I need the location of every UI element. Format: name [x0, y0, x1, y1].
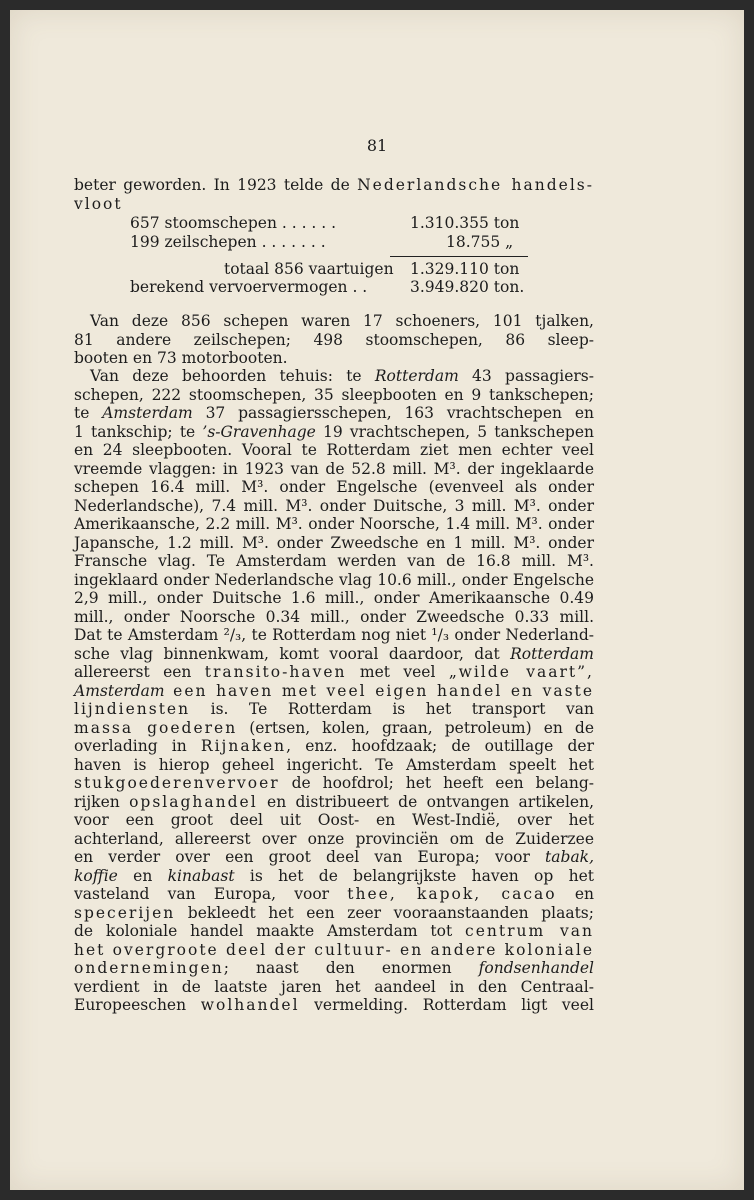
text-line: ingeklaard onder Nederlandsche vlag 10.6 mill., onder Engelsche: [74, 570, 594, 589]
text-line: vreemde vlaggen: in 1923 van de 52.8 mill. M³. der ingeklaarde: [74, 459, 594, 478]
italic-text: tabak,: [545, 848, 594, 866]
text-line: Van deze behoorden tehuis: te Rotterdam 43 passagiers-: [90, 367, 594, 385]
text-line: vasteland van Europa, voor thee, kapok, cacao en: [74, 885, 594, 903]
text-line: Fransche vlag. Te Amsterdam werden van de 16.8 mill. M³.: [74, 552, 594, 570]
text-line: achterland, allereerst over onze provinciën om de Zuiderzee: [74, 829, 594, 848]
spaced-text: „wilde vaart”,: [448, 663, 594, 681]
text-line: [74, 682, 594, 701]
spaced-text: specerijen: [74, 903, 176, 922]
intro-text: [74, 176, 594, 213]
text-line: verdient in de laatste jaren het aandeel in den Centraal-: [74, 977, 594, 996]
text-line: Europeeschen wolhandel vermelding. Rotterdam ligt veel: [74, 996, 594, 1014]
text-line: schepen 16.4 mill. M³. onder Engelsche (evenveel als onder: [74, 478, 594, 496]
leader-dots: . . . . . .: [281, 214, 337, 232]
text-line: te Amsterdam 37 passagiersschepen, 163 vrachtschepen en: [74, 404, 594, 422]
text-line: schepen, 222 stoomschepen, 35 sleepbooten en 9 tankschepen;: [74, 385, 594, 404]
spaced-text: wolhandel: [200, 996, 300, 1014]
text-line: overlading in Rijnaken, enz. hoofdzaak; de outillage der: [74, 737, 594, 755]
row-label: 199 zeilschepen: [130, 233, 257, 251]
paragraph-2: [74, 367, 594, 1015]
italic-text: Rotterdam: [510, 644, 594, 663]
spaced-text: stukgoederenvervoer: [74, 774, 280, 792]
text-line: koffie en kinabast is het de belangrijkste haven op het: [74, 866, 594, 885]
text-line: Van deze 856 schepen waren 17 schoeners, 101 tjalken,: [90, 312, 594, 330]
text-line: mill., onder Noorsche 0.34 mill., onder Zweedsche 0.33 mill.: [74, 607, 594, 626]
italic-text: kinabast: [167, 866, 235, 885]
leader-dots: . . . . . . .: [261, 233, 326, 251]
text-line: Amerikaansche, 2.2 mill. M³. onder Noorsche, 1.4 mill. M³. onder: [74, 515, 594, 533]
text-line: 1 tankschip; te ’s-Gravenhage 19 vrachtschepen, 5 tankschepen: [74, 422, 594, 441]
italic-text: Amsterdam: [102, 404, 193, 422]
text-line: sche vlag binnenkwam, komt vooral daardoor, dat Rotterdam: [74, 644, 594, 663]
capacity-value: 3.949.820 ton.: [410, 278, 525, 296]
spaced-text: massa goederen: [74, 718, 238, 737]
spaced-text: Rijnaken: [200, 737, 287, 755]
fleet-row-1-label: [130, 214, 336, 233]
text-line: vloot: [74, 194, 123, 213]
text-line: Dat te Amsterdam ²/₃, te Rotterdam nog niet ¹/₃ onder Nederland-: [74, 626, 594, 644]
italic-text: Rotterdam: [374, 367, 459, 385]
text-line: specerijen bekleedt het een zeer vooraanstaanden plaats;: [74, 903, 594, 922]
book-page: [10, 10, 744, 1190]
text-line: haven is hierop geheel ingericht. Te Amsterdam speelt het: [74, 755, 594, 774]
spaced-text: ondernemingen: [74, 959, 224, 977]
text-line: het overgroote deel der cultuur- en andere koloniale: [74, 940, 594, 959]
text-line: ondernemingen; naast den enormen fondsenhandel: [74, 959, 594, 977]
row-label: 657 stoomschepen: [130, 214, 277, 232]
fleet-row-2-label: [130, 233, 326, 252]
text-line: Nederlandsche), 7.4 mill. M³. onder Duitsche, 3 mill. M³. onder: [74, 496, 594, 515]
text-line: voor een groot deel uit Oost- en West-Indië, over het: [74, 811, 594, 829]
text-span: beter geworden. In 1923 telde de: [74, 176, 358, 194]
total-label: totaal 856 vaartuigen: [224, 260, 394, 278]
text-line: 81 andere zeilschepen; 498 stoomschepen, 86 sleep-: [74, 330, 594, 349]
italic-text: ’s-Gravenhage: [202, 422, 316, 441]
paragraph-1: [74, 312, 594, 368]
fleet-row-2-value: 18.755 „: [446, 233, 514, 251]
text-line: allereerst een transito-haven met veel „wilde vaart”,: [74, 663, 594, 681]
page-number: 81: [366, 136, 388, 155]
text-line: en verder over een groot deel van Europa; voor tabak,: [74, 848, 594, 866]
text-line: de koloniale handel maakte Amsterdam tot centrum van: [74, 922, 594, 940]
text-line: en 24 sleepbooten. Vooral te Rotterdam ziet men echter veel: [74, 441, 594, 459]
sum-rule: [390, 256, 528, 257]
text-line: 2,9 mill., onder Duitsche 1.6 mill., onder Amerikaansche 0.49: [74, 589, 594, 607]
text-line: stukgoederenvervoer de hoofdrol; het heeft een belang-: [74, 774, 594, 792]
italic-text: koffie: [74, 866, 118, 885]
italic-text: fondsenhandel: [478, 959, 594, 977]
total-value: 1.329.110 ton: [410, 260, 520, 278]
italic-text: Amsterdam: [74, 681, 165, 700]
text-line: booten en 73 motorbooten.: [74, 349, 288, 367]
spaced-text: thee, kapok, cacao: [347, 885, 557, 903]
text-line: lijndiensten is. Te Rotterdam is het transport van: [74, 700, 594, 718]
spaced-text: een haven met veel eigen handel en vaste: [164, 681, 594, 700]
spaced-text: Nederlandsche handels-: [357, 176, 594, 194]
text-line: rijken opslaghandel en distribueert de ontvangen artikelen,: [74, 792, 595, 811]
fleet-row-1-value: 1.310.355 ton: [410, 214, 520, 232]
text-line: Japansche, 1.2 mill. M³. onder Zweedsche en 1 mill. M³. onder: [74, 533, 594, 552]
spaced-text: transito-haven: [204, 663, 347, 681]
spaced-text: opslaghandel: [129, 792, 258, 811]
text-line: [74, 176, 594, 195]
text-line: massa goederen (ertsen, kolen, graan, petroleum) en de: [74, 718, 594, 737]
capacity-label: berekend vervoervermogen . .: [130, 278, 368, 296]
spaced-text: centrum van: [465, 922, 594, 940]
spaced-text: lijndiensten: [74, 700, 191, 718]
